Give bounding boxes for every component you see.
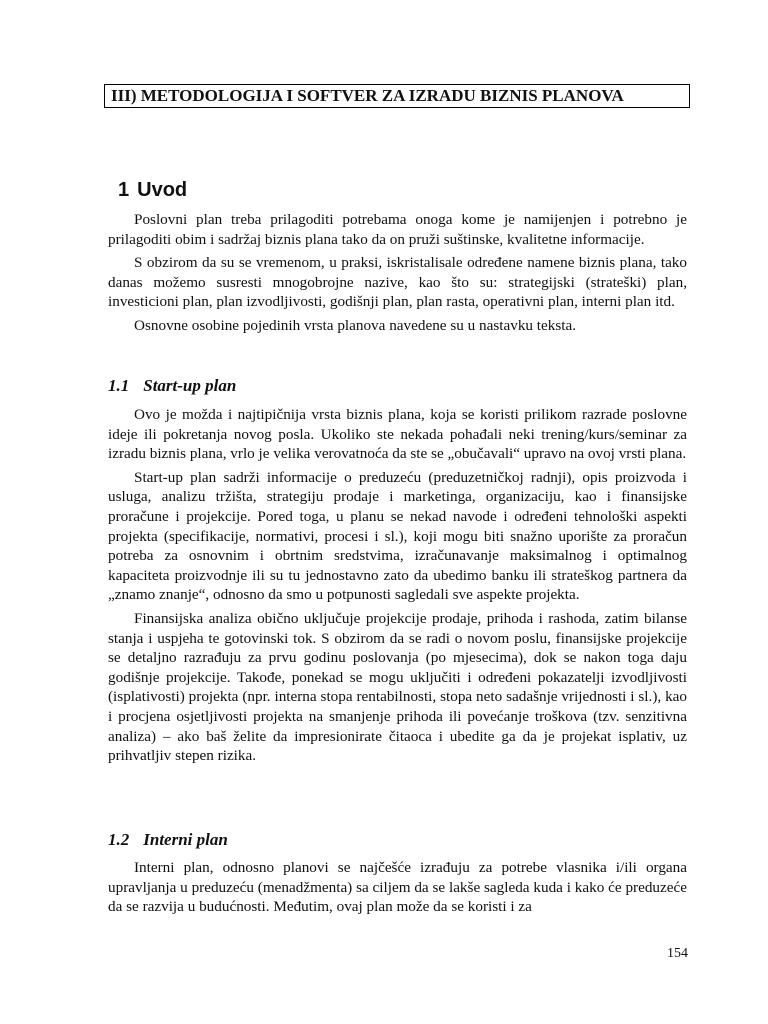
paragraph: Finansijska analiza obično uključuje projekcije prodaje, prihoda i rashoda, zatim bilanse stanja i uspjeha te gotovinski tok. S obzirom da se radi o novom poslu, finansijske projekcije se detaljno razrađuju za prvu godinu poslovanja (po mjesecima), dok se nakon toga daju godišnje projekcije. Takođe, ponekad se mogu uključiti i određeni pokazatelji izvodljivosti (isplativosti) projekta (npr. interna stopa rentabilnosti, stopa neto sadašnje vrijednosti i sl.), kao i procjena osjetljivosti projekta na smanjenje prihoda ili povećanje troškova (tzv. senzitivna analiza) – ako baš želite da impresionirate čitaoca i ubedite ga da je projekat isplativ, uz prihvatljiv stepen rizika.: [108, 609, 687, 765]
paragraph: Interni plan, odnosno planovi se najčešće izrađuju za potrebe vlasnika i/ili organa upravljanja u preduzeću (menadžmenta) sa ciljem da se lakše sagleda kuda i kako će preduzeće da se razvija u budućnosti. Međutim, ovaj plan može da se koristi i za: [108, 859, 687, 916]
subsection-number: 1.2: [108, 830, 130, 849]
section-number: 1: [118, 179, 130, 201]
page-number: 154: [667, 946, 688, 961]
subsection-number: 1.1: [108, 376, 130, 395]
subsection-heading-interni-plan: [108, 830, 228, 850]
subsection-title: Start-up plan: [143, 376, 237, 395]
section-title: Uvod: [137, 179, 188, 201]
chapter-title: III) METODOLOGIJA I SOFTVER ZA IZRADU BIZNIS PLANOVA: [104, 84, 690, 108]
section-heading-uvod: [118, 178, 187, 202]
paragraph: Ovo je možda i najtipičnija vrsta biznis plana, koja se koristi prilikom razrade poslovne ideje ili pokretanja novog posla. Ukoliko ste nekada pohađali neki trening/kurs/seminar za izradu biznis plana, vrlo je velika verovatnoća da ste se „obučavali“ upravo na ovoj vrsti plana.: [108, 406, 687, 463]
paragraph: Start-up plan sadrži informacije o preduzeću (preduzetničkoj radnji), opis proizvoda i usluga, analizu tržišta, strategiju prodaje i marketinga, organizaciju, kao i finansijske proračune i projekcije. Pored toga, u planu se nekad navode i određeni tehnološki aspekti projekta (specifikacije, normativi, procesi i sl.), koji mogu biti snažno uporište za proračun potreba za osnovnim i obrtnim sredstvima, izračunavanje maksimalnog i optimalnog kapaciteta proizvodnje ili su tu jednostavno zato da ubedimo banku ili strateškog partnera da „znamo znanje“, odnosno da smo u potpunosti sagledali sve aspekte projekta.: [108, 468, 687, 604]
paragraph: Osnovne osobine pojedinih vrsta planova navedene su u nastavku teksta.: [134, 316, 577, 334]
subsection-body-interni-plan: [108, 858, 687, 921]
paragraph: Poslovni plan treba prilagoditi potrebama onoga kome je namijenjen i potrebno je prilagoditi obim i sadržaj biznis plana tako da on pruži suštinske, kvalitetne informacije.: [108, 211, 687, 248]
subsection-heading-start-up-plan: [108, 376, 236, 396]
paragraph: S obzirom da su se vremenom, u praksi, iskristalisale određene namene biznis plana, tako danas možemo susresti mnogobrojne nazive, kao što su: strategijski (strateški) plan, investicioni plan, plan izvodljivosti, godišnji plan, plan rasta, operativni plan, interni plan itd.: [108, 254, 687, 311]
section-body-uvod: [108, 210, 687, 340]
subsection-title: Interni plan: [143, 830, 228, 849]
subsection-body-start-up-plan: [108, 405, 687, 770]
